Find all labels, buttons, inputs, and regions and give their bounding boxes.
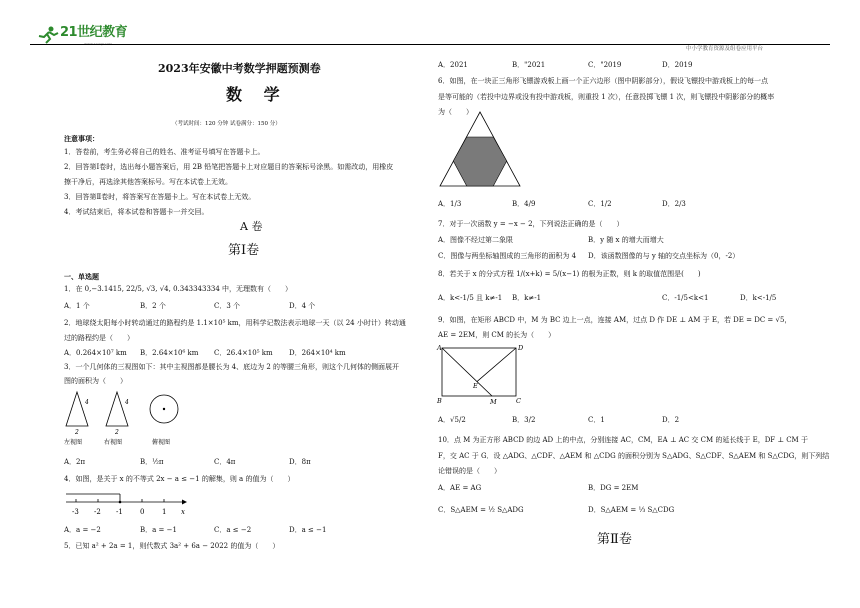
q10-option-c: C．S△AEM = ½ S△ADG xyxy=(438,506,524,514)
question-9-line-2: AE = 2EM，则 CM 的长为（ ） xyxy=(438,331,556,339)
axis-label: x xyxy=(181,508,185,516)
q4-option-c: C．a ≤ −2 xyxy=(214,526,252,534)
q4-option-a: A．a = −2 xyxy=(64,526,101,534)
point-label: A xyxy=(437,344,442,352)
shaded-hexagon xyxy=(453,137,506,186)
view-label-top: 俯视图 xyxy=(152,439,171,446)
note-item: 1．答卷前，考生务必将自己的姓名、准考证号填写在答题卡上。 xyxy=(64,148,265,156)
q10-option-d: D．S△AEM = ⅓ S△CDG xyxy=(588,506,675,514)
q2-option-a: A．0.264×10⁷ km xyxy=(64,349,127,357)
tick-label: -1 xyxy=(116,508,123,516)
q1-option-c: C．3 个 xyxy=(214,302,241,310)
dim-label: 2 xyxy=(75,429,79,436)
q9-option-a: A．√5/2 xyxy=(438,416,466,424)
tick-label: -3 xyxy=(72,508,79,516)
q5-option-b: B．"2021 xyxy=(512,61,546,69)
note-item: 擦干净后，再选涂其他答案标号。写在本试卷上无效。 xyxy=(64,178,232,186)
left-view-triangle xyxy=(66,392,88,426)
q7-option-d: D．该函数图像的与 y 轴的交点坐标为（0，-2） xyxy=(588,252,740,260)
section-juan-a: A 卷 xyxy=(240,220,263,233)
q1-option-d: D．4 个 xyxy=(289,302,316,310)
question-1: 1．在 0,−3.1415, 22/5, √3, √4, 0.343343334 中，无理数有（ ） xyxy=(64,285,293,293)
point-label: C xyxy=(516,397,521,405)
view-label-right: 右视图 xyxy=(104,439,123,446)
question-10-line-1: 10．点 M 为正方形 ABCD 的边 AD 上的中点，分别连接 AC，CM，EA ⊥ AC 交 CM 的延长线于 E，DF ⊥ CM 于 xyxy=(438,436,808,444)
number-line-figure xyxy=(64,488,194,520)
runner-logo-icon xyxy=(36,26,60,44)
tick-label: 0 xyxy=(140,508,145,516)
point-label: B xyxy=(437,397,442,405)
top-view-center xyxy=(163,408,165,410)
view-label-left: 左视图 xyxy=(64,439,83,446)
q6-option-d: D．2/3 xyxy=(662,200,686,208)
three-views-figure xyxy=(62,388,192,448)
question-2-line-1: 2．地球绕太阳每小时转动通过的路程约是 1.1×10⁵ km，用科学记数法表示地球一天（以 24 小时计）转动通 xyxy=(64,319,406,327)
question-3-line-2: 图的面积为（ ） xyxy=(64,377,127,385)
q10-option-b: B．DG = 2EM xyxy=(588,484,639,492)
triangle-hexagon-figure xyxy=(436,110,524,190)
section-juan-1: 第Ⅰ卷 xyxy=(228,243,260,258)
question-10-line-3: 论错误的是（ ） xyxy=(438,467,501,475)
note-item: 2．回答第Ⅰ卷时，选出每小题答案后，用 2B 铅笔把答题卡上对应题目的答案标号涂黑。如需改动，用橡皮 xyxy=(64,163,394,171)
q6-option-a: A．1/3 xyxy=(438,200,462,208)
note-item: 3．回答第Ⅱ卷时，将答案写在答题卡上。写在本试卷上无效。 xyxy=(64,193,256,201)
question-6-line-3: 为（ ） xyxy=(438,108,473,116)
notes-heading: 注意事项： xyxy=(64,134,99,143)
question-2-line-2: 过的路程约是（ ） xyxy=(64,334,134,342)
q2-option-d: D．264×10⁴ km xyxy=(289,349,346,357)
q5-option-a: A．2021 xyxy=(438,61,468,69)
q5-option-d: D．2019 xyxy=(662,61,693,69)
q1-option-a: A．1 个 xyxy=(64,302,90,310)
q4-option-b: B．a = −1 xyxy=(140,526,177,534)
q9-option-c: C．1 xyxy=(588,416,605,424)
q10-option-a: A．AE = AG xyxy=(438,484,482,492)
right-view-triangle xyxy=(106,392,128,426)
q3-option-a: A．2π xyxy=(64,458,86,466)
q7-option-a: A．图像不经过第二象限 xyxy=(438,236,514,244)
exam-subject: 数 学 xyxy=(226,85,288,104)
q5-option-c: C．"2019 xyxy=(588,61,622,69)
exam-time-note: （考试时间：120 分钟 试卷满分：150 分） xyxy=(172,121,281,127)
q7-option-c: C．图像与两坐标轴围成的三角形的面积为 4 xyxy=(438,252,577,260)
logo-text: 21世纪教育 xyxy=(60,25,128,40)
question-6-line-1: 6．如图，在一块正三角形飞镖游戏板上画一个正六边形（图中阴影部分），假设飞镖投中游戏板上的每一点 xyxy=(438,77,768,85)
q4-option-d: D．a ≤ −1 xyxy=(289,526,327,534)
question-10-line-2: F，交 AC 于 G．设 △ADG、△CDF、△AEM 和 △CDG 的面积分别为 S△ADG、S△CDF、S△AEM 和 S△CDG，则下列结 xyxy=(438,452,830,460)
q3-option-b: B．½π xyxy=(140,458,164,466)
question-6-line-2: 是等可能的（若投中边界或没有投中游戏板，则重投 1 次），任意投掷飞镖 1 次，则飞镖投中阴影部分的概率 xyxy=(438,93,775,101)
point-label: E xyxy=(473,382,478,390)
rectangle-figure xyxy=(434,342,526,406)
question-4: 4．如图，是关于 x 的不等式 2x − a ≤ −1 的解集，则 a 的值为（ ） xyxy=(64,475,295,483)
q9-option-b: B．3/2 xyxy=(512,416,536,424)
q8-option-d: D．k<-1/5 xyxy=(740,294,777,302)
q3-option-d: D．8π xyxy=(289,458,311,466)
dim-label: 2 xyxy=(115,429,119,436)
single-choice-heading: 一、单选题 xyxy=(64,272,99,281)
question-9-line-1: 9．如图，在矩形 ABCD 中，M 为 BC 边上一点，连接 AM，过点 D 作 DE ⊥ AM 于 E，若 DE = DC = √5， xyxy=(438,316,792,324)
q8-option-a: A．k<-1/5 且 k≠-1 xyxy=(438,294,503,302)
q8-option-b: B．k≠-1 xyxy=(512,294,542,302)
question-5: 5．已知 a² + 2a = 1，则代数式 3a² + 6a − 2022 的值为（ ） xyxy=(64,542,280,550)
note-item: 4．考试结束后，将本试卷和答题卡一并交回。 xyxy=(64,208,209,216)
question-8: 8．若关于 x 的分式方程 1/(x+k) = 5/(x−1) 的根为正数，则 k 的取值范围是( ) xyxy=(438,270,701,278)
q7-option-b: B．y 随 x 的增大而增大 xyxy=(588,236,664,244)
question-3-line-1: 3．一个几何体的三视图如下：其中主视图都是腰长为 4、底边为 2 的等腰三角形，则这个几何体的侧面展开 xyxy=(64,363,400,371)
point-label: D xyxy=(518,344,524,352)
q2-option-b: B．2.64×10⁶ km xyxy=(140,349,199,357)
q1-option-b: B．2 个 xyxy=(140,302,166,310)
q6-option-b: B．4/9 xyxy=(512,200,536,208)
exam-title: 2023年安徽中考数学押题预测卷 xyxy=(158,62,321,75)
header-right-text: 中小学教育资源及组卷应用平台 xyxy=(686,46,764,52)
q9-option-d: D．2 xyxy=(662,416,680,424)
q3-option-c: C．4π xyxy=(214,458,236,466)
tick-label: -2 xyxy=(94,508,101,516)
tick-label: 1 xyxy=(162,508,167,516)
q6-option-c: C．1/2 xyxy=(588,200,612,208)
dim-label: 4 xyxy=(85,399,89,406)
point-label: M xyxy=(490,398,497,406)
question-7: 7．对于一次函数 y = −x − 2，下列说法正确的是（ ） xyxy=(438,220,624,228)
q2-option-c: C．26.4×10⁵ km xyxy=(214,349,273,357)
q8-option-c: C．-1/5<k<1 xyxy=(662,294,709,302)
dim-label: 4 xyxy=(125,399,129,406)
section-juan-2: 第Ⅱ卷 xyxy=(597,532,632,547)
